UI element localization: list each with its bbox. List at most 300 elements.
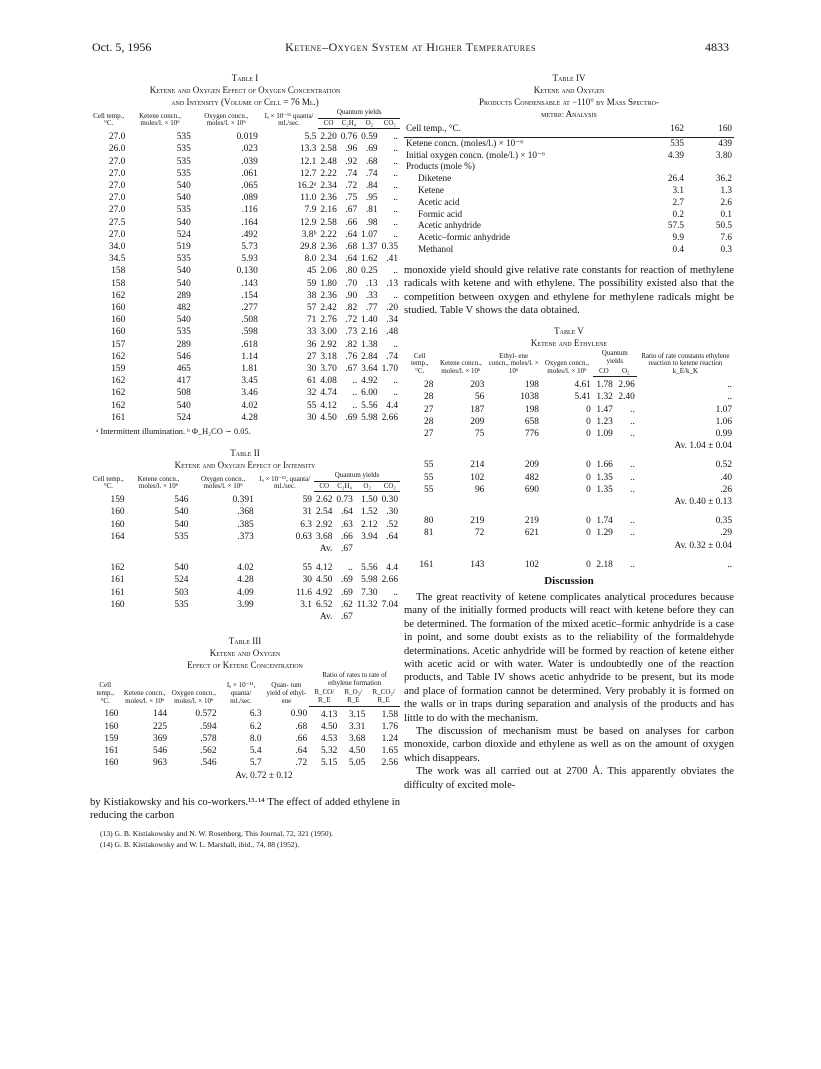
table-cell: .81 <box>365 205 378 216</box>
table-cell: .29 <box>720 528 732 539</box>
table-cell: .74 <box>386 351 398 362</box>
table-cell: 4.39 <box>667 149 684 160</box>
table-cell: 2.54 <box>315 507 333 518</box>
table-row <box>404 527 734 539</box>
table-cell: 2.6 <box>720 196 732 207</box>
page-number: 4833 <box>705 40 729 54</box>
table-cell: 2.92 <box>315 519 333 530</box>
table-row <box>404 459 734 471</box>
table-cell: 4.50 <box>348 746 366 757</box>
table-cell: 0 <box>586 428 591 439</box>
table-row <box>90 241 400 253</box>
table-cell: 524 <box>176 412 191 423</box>
table-cell: .80 <box>345 266 358 277</box>
table-row <box>404 515 734 527</box>
table-row <box>90 156 400 168</box>
table-cell: .69 <box>341 587 353 598</box>
table-cell: 3.1 <box>300 599 312 610</box>
table-row <box>90 253 400 265</box>
table-gap <box>404 552 734 559</box>
table-cell: 2.16 <box>361 327 378 338</box>
table-cell: .. <box>727 559 732 570</box>
table2-header-cell: Cell temp., °C. <box>92 474 124 491</box>
table-cell: 5.15 <box>320 758 338 769</box>
table-cell: 7.6 <box>720 232 732 243</box>
table-cell: .. <box>393 229 398 240</box>
table-cell: 198 <box>524 404 539 415</box>
table-cell: 2.20 <box>320 132 337 143</box>
table-cell: 1.70 <box>381 364 398 375</box>
table-cell: 3.68 <box>348 734 366 745</box>
left-body-text: by Kistiakowsky and his co-workers.¹³·¹⁴ The effect of added ethylene in reducing the carbon <box>90 796 400 822</box>
table-cell: 4.4 <box>386 563 398 574</box>
table-cell: .. <box>393 144 398 155</box>
table-cell: 2.7 <box>672 196 684 207</box>
table-cell: 162 <box>111 400 126 411</box>
table-cell: .. <box>352 400 358 411</box>
table-cell: 28 <box>424 379 434 390</box>
table-cell: 5.93 <box>241 254 258 265</box>
table-cell: .. <box>630 472 635 483</box>
table-cell: 61 <box>306 376 317 387</box>
table2-average-value: .67 <box>341 612 353 623</box>
table-cell: .164 <box>241 217 258 228</box>
table-cell: 535 <box>176 254 191 265</box>
table-cell: 161 <box>419 559 434 570</box>
table-cell: 59 <box>302 495 312 505</box>
table-cell: .. <box>393 205 398 216</box>
table-cell: 55 <box>302 563 312 574</box>
table-cell: 2.36 <box>320 242 337 253</box>
table5-average-value: Av. 0.32 ± 0.04 <box>674 540 732 551</box>
table-cell: 3.00 <box>320 327 337 338</box>
table-cell: 535 <box>176 156 191 167</box>
table-row <box>90 721 400 733</box>
table-cell: 1.35 <box>596 484 613 495</box>
table-cell: 6.52 <box>315 599 333 610</box>
table-cell: 508 <box>176 388 191 399</box>
table-cell: 2.34 <box>320 181 337 191</box>
table5-header-cell: O₂ <box>615 367 637 377</box>
table-cell: 81 <box>424 528 434 539</box>
table5-body <box>404 377 734 571</box>
table-cell: 7.30 <box>361 587 378 598</box>
table-cell: .. <box>727 392 732 403</box>
table-cell: 1.50 <box>361 495 378 506</box>
table-cell: 57.5 <box>667 220 684 231</box>
table2-header-cell: Iₐ × 10⁻¹¹, quanta/ ml./sec. <box>259 474 311 491</box>
table-cell: 535 <box>176 144 191 155</box>
table-cell: 6.2 <box>249 721 262 732</box>
table-cell: 12.1 <box>299 156 317 167</box>
table-cell: 55 <box>424 484 434 495</box>
table-cell: 75 <box>474 428 485 439</box>
table-cell: 55 <box>424 472 434 483</box>
table-cell: 30 <box>302 575 312 586</box>
table-cell: .66 <box>341 531 353 542</box>
table-cell: 7.9 <box>304 205 317 216</box>
table-cell: .. <box>393 266 398 277</box>
table-cell: .143 <box>241 278 258 289</box>
table-cell: .33 <box>365 290 378 301</box>
table-cell: 159 <box>110 495 125 505</box>
table-cell: .. <box>393 290 398 301</box>
table5-average-row <box>404 440 734 452</box>
table-cell: 540 <box>176 193 191 204</box>
table1-footnote: ᵃ Intermittent illumination. ᵇ Φ_H₂CO ∼ 0.05. <box>96 427 251 437</box>
table4-row-label: Methanol <box>418 243 454 254</box>
table-cell: 0 <box>586 404 591 415</box>
table-cell: 214 <box>470 460 485 471</box>
table-cell: 4.13 <box>320 709 338 720</box>
table-row <box>90 574 400 586</box>
table-cell: 33 <box>306 327 317 338</box>
table-cell: 0 <box>586 484 591 495</box>
table-cell: 203 <box>470 379 485 390</box>
table3 <box>90 671 400 782</box>
table-cell: 162 <box>111 388 126 399</box>
table2-average-label: Av. <box>319 544 333 555</box>
table-cell: 540 <box>176 217 191 228</box>
table-cell: .. <box>393 193 398 204</box>
table-cell: .95 <box>365 193 378 204</box>
table-cell: .26 <box>720 484 732 495</box>
table-cell: 162 <box>111 376 126 387</box>
table2-header-cell: CO₂ <box>380 481 400 492</box>
table-cell: 160 <box>110 507 125 518</box>
left-column <box>90 70 400 851</box>
table-cell: 30 <box>306 412 317 423</box>
table-cell: 59 <box>306 278 317 289</box>
table2-average-value: .67 <box>341 544 353 555</box>
table-cell: 1.07 <box>361 229 378 240</box>
table-cell: 289 <box>176 339 191 350</box>
table-cell: 27.5 <box>108 217 126 228</box>
table-cell: .75 <box>345 193 358 204</box>
table-cell: 164 <box>110 531 125 542</box>
table3-ratio-header: Ratio of rates to rate of ethylene formation <box>322 671 387 687</box>
table-cell: 161 <box>111 412 126 423</box>
table-cell: 162 <box>638 123 686 137</box>
table4-caption-line1: Ketene and Oxygen <box>533 85 605 95</box>
table-cell: 16.2ᵃ <box>297 181 317 191</box>
table-cell: .67 <box>345 205 358 216</box>
table1-label: Table I <box>231 73 259 83</box>
table4-row-label: Diketene <box>418 173 452 184</box>
table-cell: 540 <box>176 266 191 277</box>
table-row <box>90 400 400 412</box>
table-cell: 27.0 <box>108 205 126 216</box>
table-row <box>90 492 400 507</box>
table-cell: 1.76 <box>381 721 398 732</box>
table-cell: 4.61 <box>574 379 591 390</box>
references <box>90 829 400 850</box>
table-cell: 1.06 <box>715 416 732 427</box>
table-cell: 3.68 <box>315 531 333 542</box>
table-cell: 540 <box>176 181 191 191</box>
table3-header-cell: Oxygen concn., moles/l. × 10⁶ <box>171 688 216 705</box>
table-cell: 162 <box>110 563 125 574</box>
table-cell: 0 <box>586 528 591 539</box>
table-cell: 4.4 <box>386 400 398 411</box>
table-row <box>404 173 734 185</box>
table-cell: .69 <box>365 144 378 155</box>
table-cell: 13.3 <box>299 144 317 155</box>
table-cell: .68 <box>365 156 378 167</box>
table-cell: .20 <box>386 303 398 314</box>
table-cell: 4.12 <box>320 400 337 411</box>
table-cell: 3.70 <box>320 364 337 375</box>
table5-header-cell: Ratio of rate constants ethylene reaction to ketene reaction k_E/k_K <box>641 351 730 376</box>
table2-header-cell: CO <box>314 481 334 492</box>
table-cell: .385 <box>237 519 254 530</box>
table2-group1 <box>90 492 400 543</box>
table-row <box>404 137 734 149</box>
table-row <box>90 562 400 574</box>
table-cell: .618 <box>241 339 258 350</box>
table-row <box>90 412 400 424</box>
table-cell: 160 <box>111 327 126 338</box>
table-cell: .508 <box>241 315 258 326</box>
table-cell: 160 <box>104 709 119 720</box>
table-cell: 5.98 <box>361 575 378 586</box>
table-cell: 1.78 <box>596 380 613 391</box>
table-cell: 0.2 <box>672 208 684 219</box>
table-cell: 369 <box>153 734 168 745</box>
table-row <box>404 150 734 162</box>
table-cell: .. <box>352 376 358 387</box>
table-cell: 540 <box>176 315 191 326</box>
right-body-text: monoxide yield should give relative rate constants for reaction of methylene radicals with ketene and with ethylene. The possibility existed also that the competition between oxygen and ethylene for methylene radicals might be studied. Table V shows the data obtained. <box>404 264 734 316</box>
table4-body <box>404 123 734 256</box>
table-cell: 144 <box>153 709 168 720</box>
table-cell: 27.0 <box>108 181 126 191</box>
table5-label: Table V <box>554 326 584 337</box>
table-cell: 1.47 <box>596 404 613 415</box>
table-cell: 11.6 <box>295 587 312 598</box>
table4-row-label: Products (mole %) <box>406 161 475 172</box>
table-cell: .69 <box>341 575 353 586</box>
table-cell: .30 <box>386 507 398 518</box>
table-cell: 0 <box>586 416 591 427</box>
table5-caption: Ketene and Ethylene <box>530 338 608 349</box>
table-cell: 2.34 <box>320 254 337 265</box>
table-cell: .598 <box>241 327 258 338</box>
table-row <box>90 265 400 277</box>
table-cell: 417 <box>176 376 191 387</box>
table-cell: 2.06 <box>320 266 337 277</box>
table-cell: 29.8 <box>299 242 317 253</box>
table-cell: 102 <box>524 559 539 570</box>
table-cell: 55 <box>424 460 434 471</box>
table5-average-value: Av. 1.04 ± 0.04 <box>674 441 732 452</box>
table-cell: .154 <box>241 290 258 301</box>
table-cell: 143 <box>470 559 485 570</box>
table-cell: 27 <box>306 351 317 362</box>
table-cell: .. <box>352 388 358 399</box>
table-cell: 0.391 <box>232 495 254 505</box>
table-cell: 160 <box>686 123 734 137</box>
table-cell: 11.0 <box>300 193 317 204</box>
running-title: Ketene–Oxygen System at Higher Temperatures <box>285 40 536 54</box>
table-cell: 4.09 <box>237 587 254 598</box>
table-cell: 5.32 <box>320 746 338 757</box>
table-cell: 1.35 <box>596 472 613 483</box>
table5-header-cell: Ethyl- ene concn., moles/l. × 10⁶ <box>488 351 539 376</box>
table5 <box>404 349 734 571</box>
table-cell: .. <box>630 516 635 527</box>
table-cell: 161 <box>110 575 125 586</box>
table-cell: 209 <box>470 416 485 427</box>
table-row <box>404 404 734 416</box>
table-cell: 157 <box>111 339 126 350</box>
table-cell: .13 <box>365 278 378 289</box>
table3-header-cell: R_CO₂/ R_E <box>367 688 400 706</box>
table-row <box>404 391 734 403</box>
table-cell: 5.73 <box>241 242 258 253</box>
table-cell: 4.50 <box>320 412 337 423</box>
table-cell: 2.48 <box>320 156 337 167</box>
table-cell: 27 <box>424 428 434 439</box>
table-cell: 439 <box>718 137 732 148</box>
discussion-paragraph-2: The discussion of mechanism must be based on analyses for carbon monoxide, carbon dioxide and ethylene as well as on the amount of oxygen which disappears. <box>404 726 734 764</box>
table-cell: 27.0 <box>108 193 126 204</box>
table-cell: 6.00 <box>361 388 378 399</box>
table-cell: 3.94 <box>361 531 378 542</box>
table-row <box>90 314 400 326</box>
table-cell: 12.9 <box>299 217 317 228</box>
table5-average-row <box>404 540 734 552</box>
table2-group2 <box>90 562 400 611</box>
table-cell: 1.65 <box>381 746 398 757</box>
table1-header-cell: Cell temp., °C. <box>93 111 125 128</box>
table-cell: 0.572 <box>195 709 217 720</box>
table-cell: 158 <box>111 266 126 277</box>
table-cell: 38 <box>306 290 317 301</box>
table-row <box>404 123 734 137</box>
table-cell: .116 <box>241 205 258 216</box>
table-cell: .66 <box>295 734 308 745</box>
table-cell: 1.81 <box>241 364 258 375</box>
table-cell: 3.80 <box>715 149 732 160</box>
table-cell: 34.0 <box>108 242 126 253</box>
right-column <box>404 70 734 792</box>
table-cell: 776 <box>524 428 539 439</box>
table-cell: 31 <box>302 507 312 518</box>
table1-header-cell: Iₐ × 10⁻¹¹ quanta/ ml./sec. <box>264 111 314 128</box>
table-row <box>90 217 400 229</box>
table-cell: .72 <box>345 315 358 326</box>
table-cell: 0.63 <box>295 531 312 542</box>
table-row <box>404 161 734 173</box>
table-cell: 57 <box>306 303 317 314</box>
table-row <box>404 377 734 392</box>
table-cell: 0 <box>586 559 591 570</box>
table3-caption-line1: Ketene and Oxygen <box>209 648 281 659</box>
table-cell: 2.62 <box>315 495 333 506</box>
table4 <box>404 123 734 256</box>
table1-header-cell: C₂H₄ <box>339 118 359 129</box>
table-cell: 9.9 <box>672 232 684 243</box>
table-cell: 32 <box>306 388 317 399</box>
table-cell: 1.23 <box>596 416 613 427</box>
table3-header-cell: R_CO/ R_E <box>309 688 339 706</box>
table-row <box>90 745 400 757</box>
table-cell: 535 <box>174 599 189 610</box>
reference-14: (14) G. B. Kistiakowsky and W. L. Marshall, ibid., 74, 88 (1952). <box>100 839 300 849</box>
table-cell: .. <box>393 156 398 167</box>
table-cell: 50.5 <box>715 220 732 231</box>
table2-quantum-yields-header: Quantum yields <box>314 471 400 481</box>
table-cell: 5.41 <box>574 392 591 403</box>
table-cell: 28 <box>424 392 434 403</box>
table3-average-value: Av. 0.72 ± 0.12 <box>235 770 293 781</box>
table-cell: .368 <box>237 507 254 518</box>
table-cell: 72 <box>474 528 485 539</box>
table-cell: .73 <box>345 327 358 338</box>
table-cell: 160 <box>110 519 125 530</box>
table-cell: 1.09 <box>596 428 613 439</box>
table-cell: .. <box>393 339 398 350</box>
table-cell: 158 <box>111 278 126 289</box>
table3-header-cell: Iₐ × 10⁻¹¹, quanta/ ml./sec. <box>226 681 256 705</box>
table-cell: 0.90 <box>290 709 308 720</box>
table-row <box>404 428 734 440</box>
table-row <box>90 192 400 204</box>
table-cell: .. <box>393 181 398 191</box>
table3-header-cell: Quan- tum yield of ethyl- ene <box>266 681 307 705</box>
table-cell: 1.14 <box>241 351 258 362</box>
table-row <box>90 587 400 599</box>
table-row <box>90 531 400 543</box>
table-cell: 3.15 <box>348 709 366 720</box>
table-cell: .. <box>630 460 635 471</box>
table-cell: 1.37 <box>361 242 378 253</box>
table4-row-label: Acetic acid <box>418 196 460 207</box>
table-cell: 1.58 <box>381 709 398 720</box>
table-cell: 27.0 <box>108 156 126 167</box>
table2-average-label: Av. <box>319 612 333 623</box>
table-cell: 160 <box>111 315 126 326</box>
table4-row-label: Cell temp., °C. <box>404 123 638 137</box>
table-cell: .72 <box>295 758 308 769</box>
table-cell: 1.74 <box>596 516 613 527</box>
table-cell: .039 <box>241 156 258 167</box>
table-cell: 1.52 <box>361 507 378 518</box>
table-cell: 524 <box>176 229 191 240</box>
table-cell: .41 <box>386 254 398 265</box>
table-cell: 482 <box>176 303 191 314</box>
table-cell: .562 <box>200 746 217 757</box>
table2-header-cell: Oxygen concn., moles/l. × 10⁶ <box>201 474 246 491</box>
table-cell: 8.0 <box>249 734 262 745</box>
table-cell: 219 <box>470 516 485 527</box>
table-row <box>90 290 400 302</box>
table-cell: .52 <box>386 519 398 530</box>
table-cell: .84 <box>365 181 378 191</box>
table-cell: .64 <box>295 746 308 757</box>
table-cell: 3.99 <box>237 599 254 610</box>
table-cell: 162 <box>111 351 126 362</box>
table1-header-cell: CO <box>318 118 338 129</box>
table4-row-label: Formic acid <box>418 208 463 219</box>
table-cell: 2.58 <box>320 217 337 228</box>
table-row <box>90 204 400 216</box>
table-cell: 963 <box>153 758 168 769</box>
table5-header-cell: Ketene concn., moles/l. × 10⁶ <box>439 359 482 376</box>
table2 <box>90 471 400 623</box>
table-cell: .64 <box>341 507 353 518</box>
